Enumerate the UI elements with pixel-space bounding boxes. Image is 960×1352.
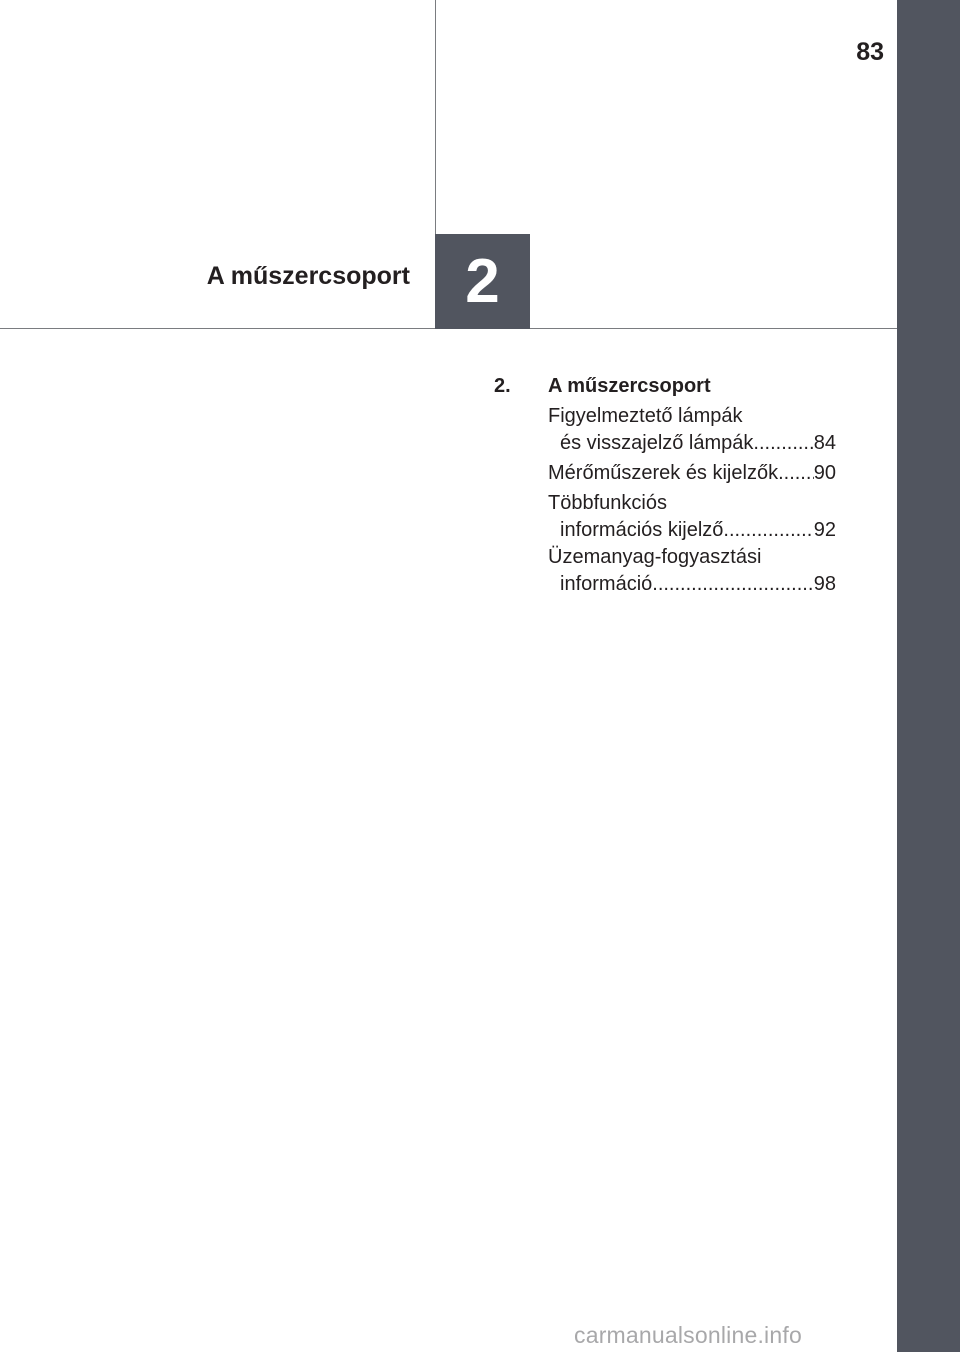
vertical-rule — [435, 0, 436, 234]
chapter-side-tab — [897, 0, 960, 1352]
watermark: carmanualsonline.info — [574, 1322, 802, 1348]
toc-entry-multi-info-display[interactable] — [548, 490, 836, 544]
toc-entry-line — [548, 460, 836, 487]
toc-entry-page: 92 — [813, 519, 836, 541]
toc-entry-line2 — [548, 430, 836, 457]
toc-leader-dots — [652, 571, 813, 598]
chapter-number-box — [435, 234, 530, 329]
toc-entry-text: információs kijelző — [560, 519, 724, 541]
toc-entry-line2 — [548, 571, 836, 598]
toc-entry-line2 — [548, 517, 836, 544]
toc-section-number: 2. — [494, 375, 511, 397]
toc-leader-dots — [778, 460, 814, 487]
toc-entry-line1: Többfunkciós — [548, 492, 667, 514]
toc-section-title: A műszercsoport — [548, 375, 711, 397]
page-number: 83 — [856, 38, 884, 66]
toc-entry-line1: Üzemanyag-fogyasztási — [548, 546, 762, 568]
toc-entry-page: 84 — [813, 432, 836, 454]
toc-entry-text: információ — [560, 573, 653, 595]
toc-entry-text: Mérőműszerek és kijelzők — [548, 462, 779, 484]
toc-leader-dots — [753, 430, 813, 457]
toc-entry-page: 98 — [813, 573, 836, 595]
toc-entry-gauges[interactable] — [548, 460, 836, 487]
toc-entry-line1: Figyelmeztető lámpák — [548, 405, 743, 427]
chapter-title: A műszercsoport — [206, 262, 410, 290]
toc-leader-dots — [723, 517, 813, 544]
toc-entry-text: és visszajelző lámpák — [560, 432, 754, 454]
chapter-number: 2 — [465, 247, 500, 316]
toc-entry-warning-lights[interactable] — [548, 403, 836, 457]
toc-entry-fuel-consumption[interactable] — [548, 544, 836, 598]
toc-entry-page: 90 — [813, 462, 836, 484]
